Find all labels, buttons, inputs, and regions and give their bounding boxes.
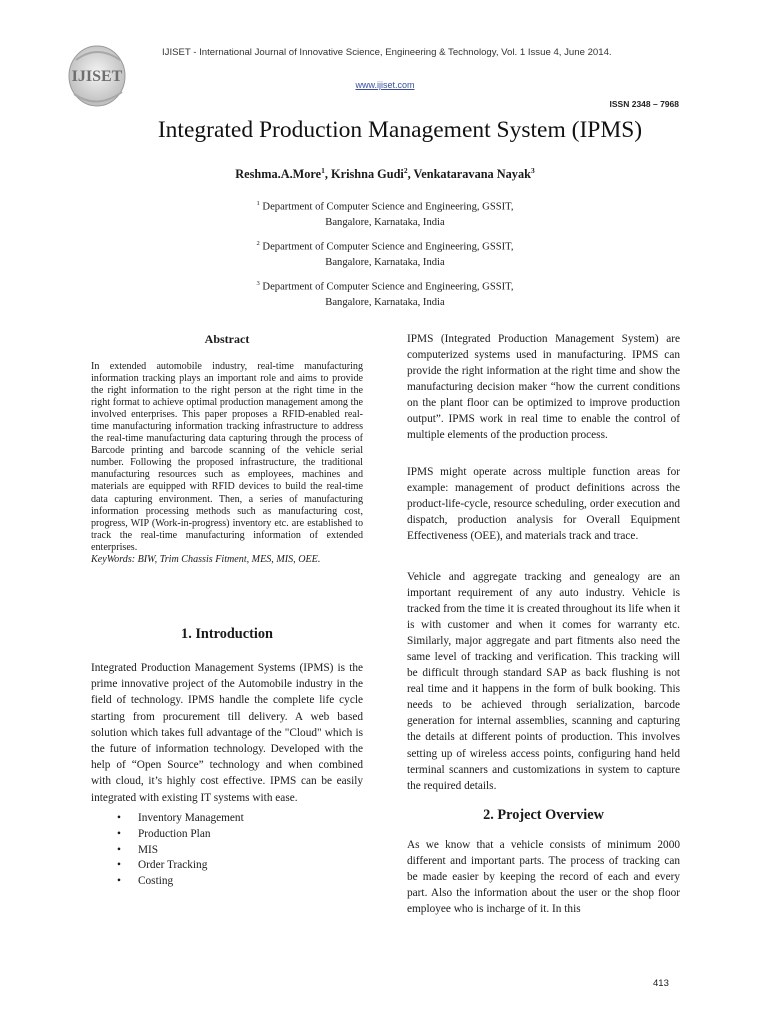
issn-label: ISSN 2348 – 7968 bbox=[609, 99, 679, 109]
paper-title: Integrated Production Management System (IPMS) bbox=[157, 117, 643, 143]
introduction-text: Integrated Production Management Systems (IPMS) is the prime innovative project of the Automobile industry in the field of technology. IPMS handle the complete life cycle starting from procurement till delivery. A web based solution which takes full advantage of the "Cloud" which is the future of information technology. Developed with the help of “Open Source” technology and when combined with cloud, it’s highly cost effective. IPMS can be easily integrated with existing IT systems with ease. bbox=[91, 662, 363, 804]
journal-website-link[interactable]: www.ijiset.com bbox=[355, 80, 415, 90]
project-overview-paragraph: As we know that a vehicle consists of minimum 2000 different and important parts. The process of tracking can be made easier by keeping the record of each and every part. Also the information about the user or the shop floor employee who is incharge of it. In this bbox=[407, 839, 680, 916]
author-sup: 2 bbox=[403, 166, 408, 175]
author-sup: 3 bbox=[530, 166, 535, 175]
abstract-heading: Abstract bbox=[204, 332, 250, 346]
keywords: KeyWords: BIW, Trim Chassis Fitment, MES, MIS, OEE. bbox=[91, 553, 321, 565]
introduction-heading: 1. Introduction bbox=[181, 626, 273, 642]
list-item: • Production Plan bbox=[117, 827, 211, 840]
list-item: • Inventory Management bbox=[117, 812, 244, 824]
logo-text: IJISET bbox=[71, 68, 123, 85]
affiliation-3: $^3$ Department of Computer Science and Engineering, GSSIT, Bangalore, Karnataka, India bbox=[256, 280, 514, 308]
author-list: Reshma.A.More$^1$, Krishna Gudi$^2$, Venkataravana Nayak$^3$ bbox=[235, 166, 535, 182]
page-number: 413 bbox=[653, 978, 669, 989]
ipms-definition-paragraph: IPMS (Integrated Production Management System) are computerized systems used in manufacturing. IPMS can provide the right information at the right time and show the manufacturing decision maker “how the current conditions on the plant floor can be optimized to improve production output”. IPMS work in real time to enable the control of multiple elements of the production process. bbox=[407, 333, 680, 442]
affiliation-2: $^2$ Department of Computer Science and Engineering, GSSIT, Bangalore, Karnataka, India bbox=[256, 240, 514, 268]
journal-header: IJISET - International Journal of Innovative Science, Engineering & Technology, Vol. 1 Issue 4, June 2014. bbox=[162, 47, 612, 58]
list-item: • MIS bbox=[117, 843, 159, 856]
author-sup: 1 bbox=[321, 166, 325, 175]
ipms-functions-paragraph: IPMS might operate across multiple function areas for example: management of product definitions across the product-life-cycle, resource scheduling, order execution and dispatch, production analysis for Overall Equipment Effectiveness (OEE), and materials track and trace. bbox=[407, 466, 680, 543]
vehicle-tracking-paragraph: Vehicle and aggregate tracking and genealogy are an important requirement of any auto industry. Vehicle is tracked from the time it is created throughout its life when it is with customer and when it comes for warranty etc. Similarly, major aggregate and part fitments also need the same level of tracking and verification. This tracking will be difficult through standard SAP as back flushing is not real time and it happens in the form of bulk booking. This needs to be achieved through serialization, barcode generation for internal assemblies, scanning and capturing the details at different points of production. This involves setting up of wireless access points, configuring hand held terminal scanners and customizations in system to capture the required details. bbox=[407, 571, 680, 792]
journal-logo bbox=[66, 40, 132, 110]
project-overview-heading: 2. Project Overview bbox=[483, 807, 604, 823]
abstract-body bbox=[91, 361, 363, 566]
abstract-text: In extended automobile industry, real-time manufacturing information tracking plays an important role and aims to provide the right information to the right person at the right time in the right format to achieve optimal production management among the involved enterprises. This paper proposes a RFID-enabled real-time manufacturing information tracking infrastructure to address the real-time manufacturing data capturing through the process of Barcode printing and barcode scanning of the vehicle serial number. Following the proposed infrastructure, the traditional manufacturing resources such as employees, machines and materials are equipped with RFID devices to build the real-time data capturing environment. Then, a series of manufacturing information processing methods such as manufacturing cost, progress, WIP (Work-in-progress) inventory etc. are established to track the real-time manufacturing information of extended enterprises. bbox=[91, 361, 363, 553]
author-name: Reshma.A.More bbox=[235, 167, 322, 182]
author-name: Krishna Gudi bbox=[331, 167, 404, 182]
affiliation-1: $^1$ Department of Computer Science and Engineering, GSSIT, Bangalore, Karnataka, India bbox=[256, 200, 514, 228]
list-item: • Costing bbox=[117, 875, 174, 888]
feature-list bbox=[91, 811, 244, 890]
list-item: • Order Tracking bbox=[117, 859, 208, 872]
author-name: Venkataravana Nayak bbox=[413, 167, 531, 182]
